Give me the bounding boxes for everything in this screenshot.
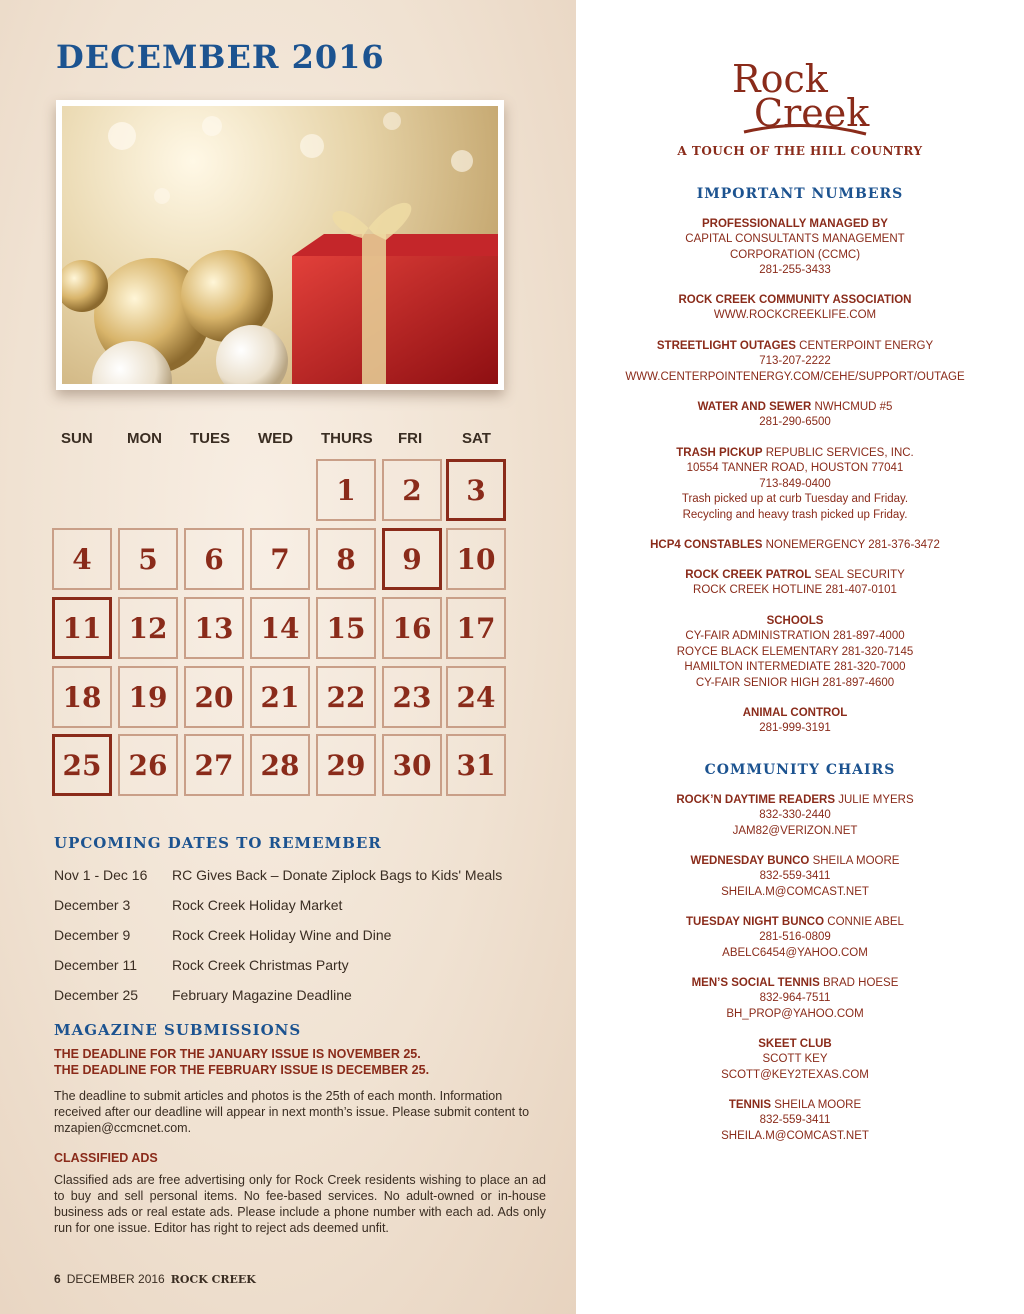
entry-line: 281-290-6500 [759, 416, 831, 429]
calendar-day: 4 [52, 528, 112, 590]
calendar-day: 29 [316, 734, 376, 796]
entry-title-suffix: NWHCMUD #5 [811, 401, 893, 413]
entry-line: JAM82@VERIZON.NET [732, 824, 858, 837]
entry-title: HCP4 CONSTABLES [650, 539, 763, 551]
entry-title-suffix: CONNIE ABEL [824, 916, 904, 928]
magazine-submissions-heading: MAGAZINE SUBMISSIONS [54, 1021, 302, 1039]
calendar-day: 24 [446, 666, 506, 728]
entry-line: 281-999-3191 [759, 722, 831, 735]
entry-line: BH_PROP@YAHOO.COM [726, 1007, 864, 1020]
calendar-day: 2 [382, 459, 442, 521]
entry-title-suffix: SHEILA MOORE [809, 855, 900, 867]
entry-line: 281-516-0809 [759, 931, 831, 944]
entry-line: CY-FAIR SENIOR HIGH 281-897-4600 [695, 676, 895, 689]
entry-line: 832-559-3411 [759, 1114, 831, 1127]
contact-entry [576, 614, 1014, 691]
calendar-day: 25 [52, 734, 112, 796]
february-deadline: THE DEADLINE FOR THE FEBRUARY ISSUE IS DECEMBER 25. [54, 1063, 430, 1077]
classified-ads-heading: CLASSIFIED ADS [54, 1151, 158, 1165]
entry-title: ANIMAL CONTROL [742, 707, 848, 719]
calendar-day: 1 [316, 459, 376, 521]
entry-title-suffix: REPUBLIC SERVICES, INC. [762, 447, 914, 459]
contact-entry [576, 446, 1014, 523]
entry-line: ABELC6454@YAHOO.COM [722, 946, 868, 959]
calendar-day: 10 [446, 528, 506, 590]
footer-issue: DECEMBER 2016 [66, 1272, 165, 1286]
weekday-sun: SUN [61, 430, 93, 447]
contact-entry [576, 400, 1014, 431]
calendar-day: 16 [382, 597, 442, 659]
event-label: Rock Creek Holiday Market [172, 897, 343, 913]
entry-line: 281-255-3433 [759, 264, 831, 277]
calendar-day: 31 [446, 734, 506, 796]
date-label: December 9 [54, 927, 131, 943]
entry-title-suffix: CENTERPOINT ENERGY [795, 340, 934, 352]
calendar-day: 15 [316, 597, 376, 659]
contact-entry [576, 568, 1014, 599]
calendar-day: 18 [52, 666, 112, 728]
entry-title: TRASH PICKUP [676, 447, 763, 459]
entry-title: ROCK’N DAYTIME READERS [676, 794, 836, 806]
event-label: Rock Creek Holiday Wine and Dine [172, 927, 392, 943]
entry-title: WEDNESDAY BUNCO [690, 855, 810, 867]
calendar-day: 26 [118, 734, 178, 796]
entry-line: ROCK CREEK HOTLINE 281-407-0101 [693, 584, 897, 597]
entry-line: CY-FAIR ADMINISTRATION 281-897-4000 [685, 630, 905, 643]
contact-entry [576, 706, 1014, 737]
contact-entry [576, 293, 1014, 324]
page-title: DECEMBER 2016 [56, 38, 385, 76]
calendar-day: 22 [316, 666, 376, 728]
logo-word-creek: Creek [754, 91, 870, 135]
entry-line: SCOTT@KEY2TEXAS.COM [721, 1068, 869, 1081]
calendar-day: 9 [382, 528, 442, 590]
calendar-day: 14 [250, 597, 310, 659]
footer-brand: ROCK CREEK [170, 1273, 256, 1286]
right-column [576, 0, 1024, 1314]
contact-entry [576, 1098, 1014, 1144]
calendar-day: 3 [446, 459, 506, 521]
event-label: Rock Creek Christmas Party [172, 957, 349, 973]
calendar-day: 23 [382, 666, 442, 728]
calendar-day: 20 [184, 666, 244, 728]
page-footer [54, 1272, 256, 1286]
entry-line: 10554 TANNER ROAD, HOUSTON 77041 [686, 462, 904, 475]
contact-entry [576, 854, 1014, 900]
entry-title: ROCK CREEK PATROL [685, 569, 812, 581]
date-label: December 3 [54, 897, 131, 913]
entry-title-suffix: SHEILA MOORE [771, 1099, 862, 1111]
entry-title-suffix: SEAL SECURITY [811, 569, 905, 581]
calendar-day: 5 [118, 528, 178, 590]
entry-title: ROCK CREEK COMMUNITY ASSOCIATION [678, 294, 912, 306]
entry-line: HAMILTON INTERMEDIATE 281-320-7000 [684, 661, 906, 674]
entry-title: TENNIS [728, 1099, 772, 1111]
calendar-day: 8 [316, 528, 376, 590]
weekday-fri: FRI [398, 430, 423, 447]
submissions-body: The deadline to submit articles and photos is the 25th of each month. Information received after our deadline will appear in next month’s issue. Please submit content to mzapien@ccmcnet.com. [54, 1089, 530, 1135]
calendar-day: 7 [250, 528, 310, 590]
calendar-day: 28 [250, 734, 310, 796]
entry-line: 713-849-0400 [759, 477, 831, 490]
entry-line: SHEILA.M@COMCAST.NET [721, 885, 869, 898]
entry-title: PROFESSIONALLY MANAGED BY [702, 218, 888, 230]
contact-entry [576, 339, 1014, 385]
event-label: February Magazine Deadline [172, 987, 352, 1003]
entry-line: WWW.CENTERPOINTENERGY.COM/CEHE/SUPPORT/OUTAGE [625, 370, 965, 383]
calendar-day: 30 [382, 734, 442, 796]
weekday-mon: MON [127, 430, 162, 447]
entry-title-suffix: NONEMERGENCY 281-376-3472 [762, 539, 940, 551]
entry-title: WATER AND SEWER [697, 401, 812, 413]
calendar-day: 11 [52, 597, 112, 659]
date-label: December 25 [54, 987, 139, 1003]
entry-line: 832-559-3411 [759, 870, 831, 883]
date-label: Nov 1 - Dec 16 [54, 867, 148, 883]
entry-line: 832-330-2440 [759, 809, 831, 822]
entry-title: SKEET CLUB [758, 1038, 832, 1050]
entry-line: WWW.ROCKCREEKLIFE.COM [713, 309, 877, 322]
calendar-day: 12 [118, 597, 178, 659]
upcoming-dates-heading: UPCOMING DATES TO REMEMBER [54, 834, 382, 852]
page-number: 6 [54, 1272, 61, 1286]
entry-line: ROYCE BLACK ELEMENTARY 281-320-7145 [676, 645, 914, 658]
entry-title: SCHOOLS [766, 615, 824, 627]
logo-word-rock: Rock [732, 57, 828, 101]
calendar-day: 6 [184, 528, 244, 590]
weekday-sat: SAT [462, 430, 491, 447]
weekday-thurs: THURS [321, 430, 373, 447]
january-deadline: THE DEADLINE FOR THE JANUARY ISSUE IS NOVEMBER 25. [54, 1047, 421, 1061]
event-label: RC Gives Back – Donate Ziplock Bags to Kids' Meals [172, 867, 503, 883]
classified-ads-body: Classified ads are free advertising only for Rock Creek residents wishing to place an ad to buy and sell personal items. No fee-based services. No adult-owned or in-house business ads or real estate ads. Please include a phone number with each ad. Ads only run for one issue. Editor has right to reject ads deemed unfit. [54, 1173, 546, 1235]
weekday-tues: TUES [190, 430, 231, 447]
entry-line: Trash picked up at curb Tuesday and Friday. [681, 493, 909, 506]
date-label: December 11 [54, 957, 138, 973]
contact-entry [576, 217, 1014, 279]
contact-entry [576, 1037, 1014, 1083]
rock-creek-logo [724, 52, 874, 140]
entry-title-suffix: BRAD HOESE [819, 977, 899, 989]
contact-entry [576, 915, 1014, 961]
entry-line: SCOTT KEY [762, 1053, 828, 1066]
important-numbers-heading: IMPORTANT NUMBERS [696, 186, 904, 202]
entry-line: CAPITAL CONSULTANTS MANAGEMENT [685, 233, 905, 246]
calendar-day: 17 [446, 597, 506, 659]
entry-line: CORPORATION (CCMC) [729, 248, 861, 261]
calendar-day: 21 [250, 666, 310, 728]
entry-line: Recycling and heavy trash picked up Friday. [682, 508, 908, 521]
calendar-day: 13 [184, 597, 244, 659]
entry-line: 713-207-2222 [759, 355, 831, 368]
entry-line: 832-964-7511 [759, 992, 831, 1005]
contact-entry [576, 976, 1014, 1022]
weekday-wed: WED [258, 430, 293, 447]
entry-title: TUESDAY NIGHT BUNCO [686, 916, 825, 928]
entry-line: SHEILA.M@COMCAST.NET [721, 1129, 869, 1142]
calendar-day: 27 [184, 734, 244, 796]
entry-title-suffix: JULIE MYERS [835, 794, 914, 806]
contact-entry [576, 793, 1014, 839]
community-chairs-heading: COMMUNITY CHAIRS [704, 762, 896, 778]
entry-title: MEN’S SOCIAL TENNIS [691, 977, 820, 989]
tagline: A TOUCH OF THE HILL COUNTRY [677, 144, 923, 158]
entry-title: STREETLIGHT OUTAGES [656, 340, 796, 352]
calendar-day: 19 [118, 666, 178, 728]
holiday-gift-photo [56, 100, 504, 390]
contact-entry [576, 538, 1014, 553]
